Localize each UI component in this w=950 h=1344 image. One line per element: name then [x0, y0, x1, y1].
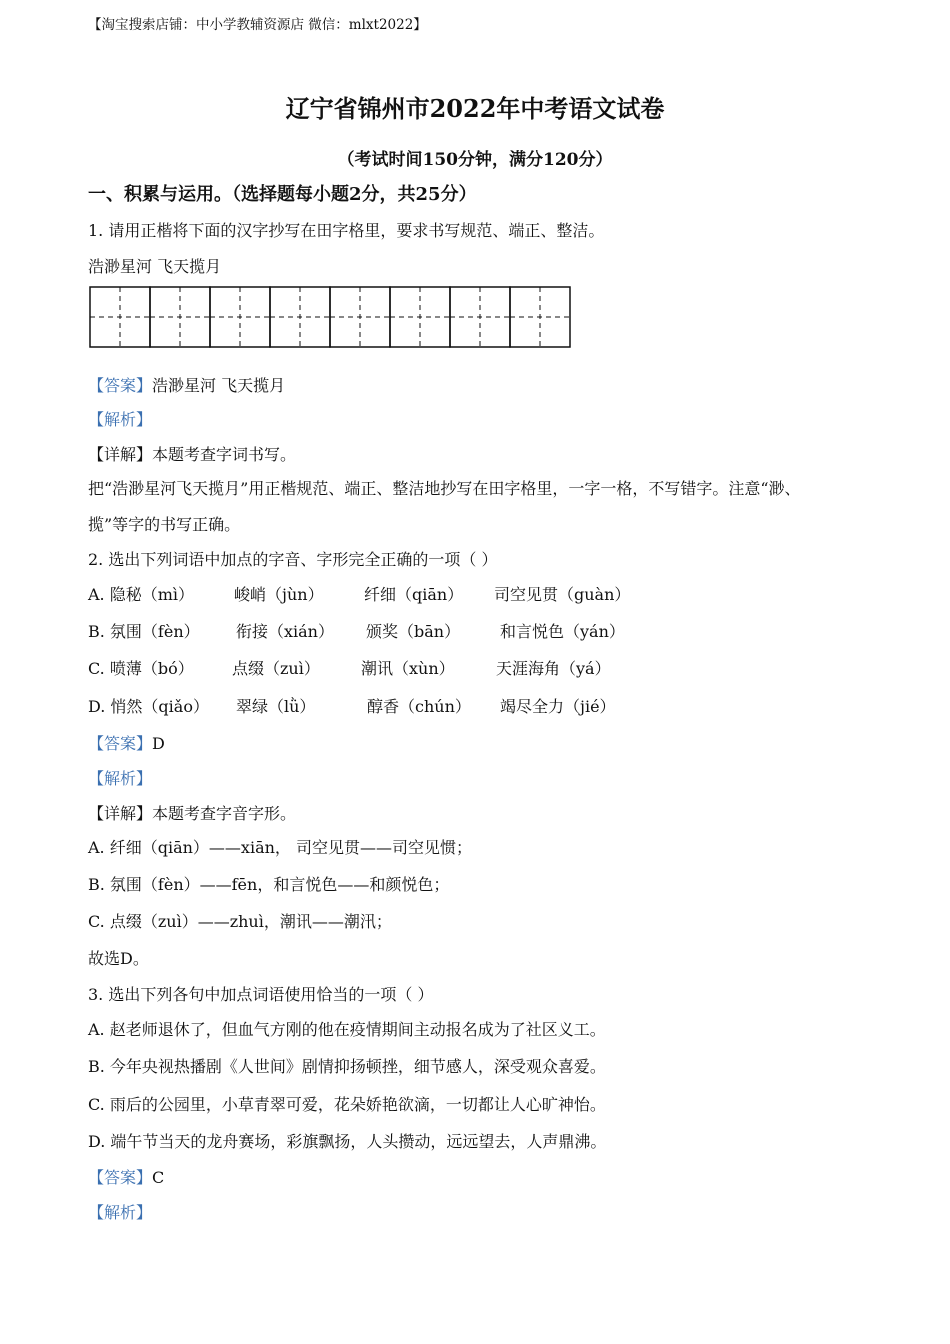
q1-answer	[88, 373, 285, 396]
option-item: B. 氛围（fèn）	[88, 622, 200, 641]
detail-text: 本题考查字音字形。	[152, 804, 297, 823]
option-item: A. 隐秘（mì）	[88, 585, 195, 604]
option-item: 颁奖（bān）	[366, 622, 461, 641]
q2-answer	[88, 731, 165, 754]
option-item: C. 喷薄（bó）	[88, 659, 194, 678]
answer-tag: 【答案】	[88, 1168, 153, 1187]
detail-tag: 【详解】	[88, 804, 153, 823]
option-item: 司空见贯（guàn）	[494, 585, 631, 604]
q3-option-a: A. 赵老师退休了，但血气方刚的他在疫情期间主动报名成为了社区义工。	[88, 1020, 606, 1039]
option-item: 峻峭（jùn）	[234, 585, 324, 604]
answer-tag: 【答案】	[88, 376, 153, 395]
q2-stem: 2. 选出下列词语中加点的字音、字形完全正确的一项（ ）	[88, 550, 498, 569]
option-item: 点缀（zuì）	[232, 659, 320, 678]
q1-words: 浩渺星河 飞天揽月	[88, 257, 222, 276]
q3-option-c: C. 雨后的公园里，小草青翠可爱，花朵娇艳欲滴，一切都让人心旷神怡。	[88, 1095, 606, 1114]
option-item: 纤细（qiān）	[364, 585, 464, 604]
option-item: 潮讯（xùn）	[361, 659, 455, 678]
option-item: 翠绿（lǜ）	[236, 697, 316, 716]
q1-explain-line-2: 揽”等字的书写正确。	[88, 515, 241, 534]
q1-detail	[88, 442, 296, 465]
q1-stem: 1. 请用正楷将下面的汉字抄写在田字格里，要求书写规范、端正、整洁。	[88, 221, 605, 240]
q2-analysis-tag: 【解析】	[88, 769, 153, 788]
q3-analysis-tag: 【解析】	[88, 1203, 153, 1222]
q2-explain-a: A. 纤细（qiān）——xiān， 司空见贯——司空见惯；	[88, 838, 473, 857]
q1-analysis-tag: 【解析】	[88, 410, 153, 429]
page-title: 辽宁省锦州市2022年中考语文试卷	[285, 94, 665, 123]
q3-stem: 3. 选出下列各句中加点词语使用恰当的一项（ ）	[88, 985, 434, 1004]
answer-text: C	[152, 1168, 165, 1187]
option-item: 衔接（xián）	[236, 622, 334, 641]
answer-tag: 【答案】	[88, 734, 153, 753]
exam-subtitle: （考试时间150分钟，满分120分）	[337, 150, 613, 170]
q2-conclusion: 故选D。	[88, 949, 149, 968]
option-item: 竭尽全力（jié）	[500, 697, 616, 716]
option-item: D. 悄然（qiǎo）	[88, 697, 209, 716]
q3-answer	[88, 1165, 164, 1188]
detail-text: 本题考查字词书写。	[152, 445, 297, 464]
q1-explain-line-1: 把“浩渺星河飞天揽月”用正楷规范、端正、整洁地抄写在田字格里，一字一格，不写错字。注意“渺、	[88, 479, 801, 498]
q3-option-b: B. 今年央视热播剧《人世间》剧情抑扬顿挫，细节感人，深受观众喜爱。	[88, 1057, 606, 1076]
option-item: 天涯海角（yá）	[496, 659, 611, 678]
answer-text: 浩渺星河 飞天揽月	[152, 376, 286, 395]
option-item: 醇香（chún）	[367, 697, 471, 716]
q2-detail	[88, 801, 296, 824]
answer-text: D	[152, 734, 165, 753]
tianzige-grid	[89, 286, 573, 350]
header-note: 【淘宝搜索店铺：中小学教辅资源店 微信：mlxt2022】	[88, 17, 427, 33]
q2-explain-b: B. 氛围（fèn）——fēn，和言悦色——和颜悦色；	[88, 875, 450, 894]
q3-option-d: D. 端午节当天的龙舟赛场，彩旗飘扬，人头攒动，远远望去，人声鼎沸。	[88, 1132, 607, 1151]
option-item: 和言悦色（yán）	[500, 622, 625, 641]
section-heading: 一、积累与运用。（选择题每小题2分，共25分）	[88, 184, 477, 205]
q2-explain-c: C. 点缀（zuì）——zhuì，潮讯——潮汛；	[88, 912, 392, 931]
detail-tag: 【详解】	[88, 445, 153, 464]
